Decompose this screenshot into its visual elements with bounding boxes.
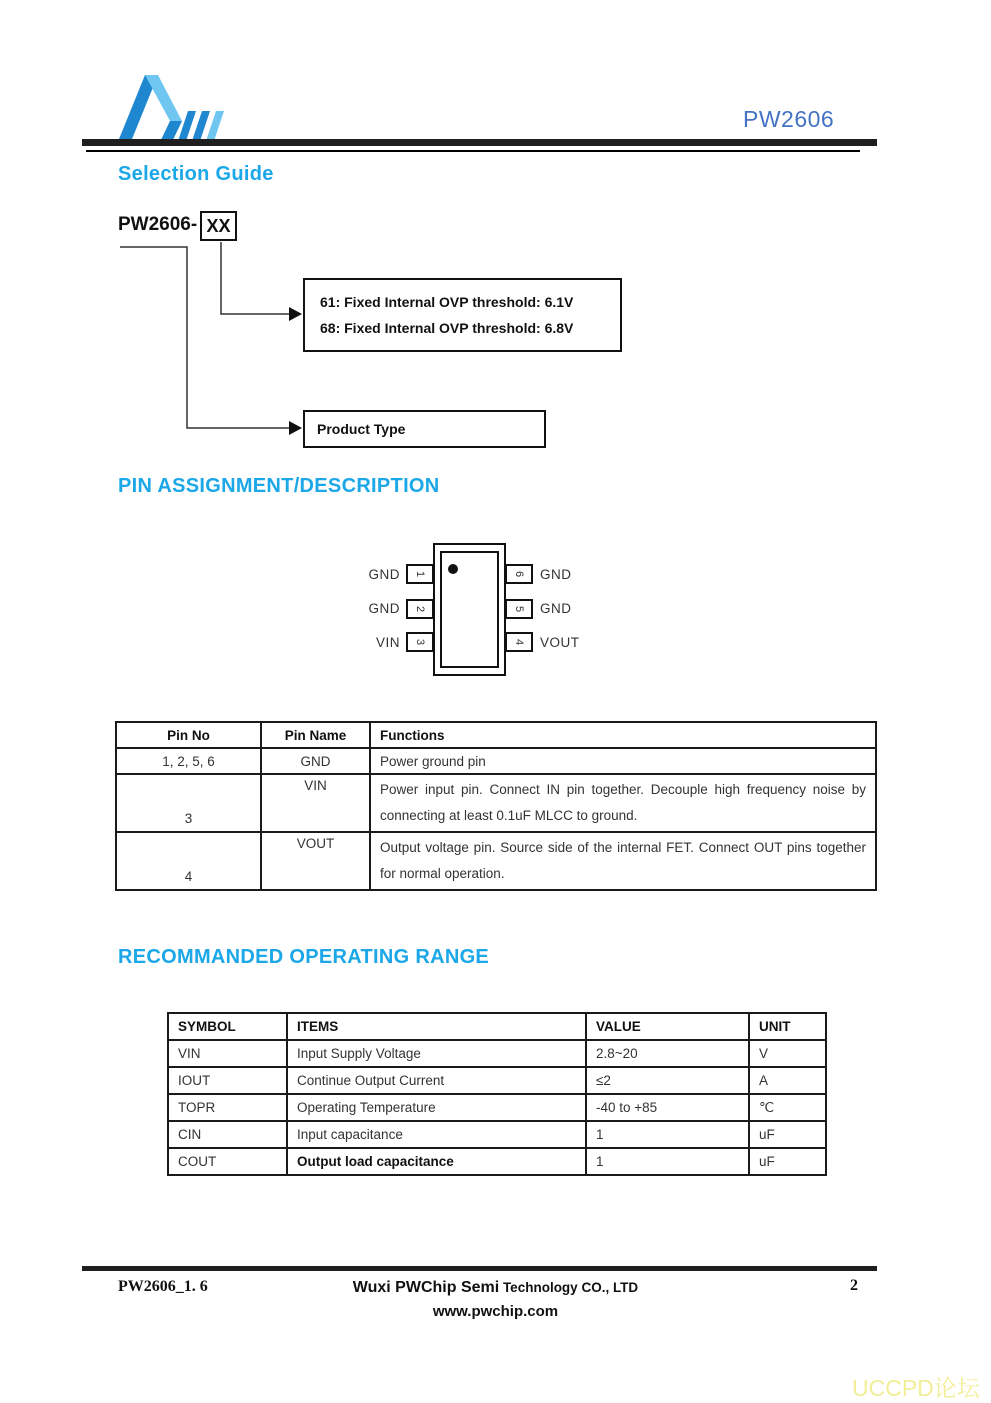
unit-cell: V: [749, 1040, 826, 1067]
items-cell: Continue Output Current: [287, 1067, 586, 1094]
pin-no-cell: 4: [116, 832, 261, 890]
part-code-box: XX: [200, 211, 237, 241]
op-table-header: UNIT: [749, 1013, 826, 1040]
ovp-options-box: [303, 278, 622, 352]
table-row: [168, 1067, 826, 1094]
unit-cell: A: [749, 1067, 826, 1094]
pin-name-cell: GND: [261, 748, 370, 774]
items-cell: Input Supply Voltage: [287, 1040, 586, 1067]
pin-table-header-row: [116, 722, 876, 748]
pin-label-vin: VIN: [375, 635, 400, 650]
items-cell: Input capacitance: [287, 1121, 586, 1148]
pin-table-header: Functions: [370, 722, 876, 748]
functions-cell: Power ground pin: [370, 748, 876, 774]
unit-cell: ℃: [749, 1094, 826, 1121]
pin-no-cell: 3: [116, 774, 261, 832]
functions-cell: Power input pin. Connect IN pin together. Decouple high frequency noise by connecting at least 0.1uF MLCC to ground.: [370, 774, 876, 832]
ovp-option-68: 68: Fixed Internal OVP threshold: 6.8V: [320, 320, 574, 336]
footer-rule: [82, 1266, 877, 1271]
footer-company-suffix: Technology CO., LTD: [499, 1280, 639, 1295]
pin-description-table: [115, 721, 877, 891]
pwchip-logo-icon: [115, 70, 227, 148]
pin-box-2: [406, 599, 434, 619]
header-rule-thin: [86, 150, 860, 152]
product-type-label: Product Type: [317, 421, 406, 437]
pin1-marker-dot: [448, 564, 458, 574]
pin-name-cell: VIN: [261, 774, 370, 832]
items-cell: Output load capacitance: [287, 1148, 586, 1175]
pin-box-3: [406, 632, 434, 652]
pin-number: 4: [513, 638, 525, 646]
pin-number: 3: [414, 638, 426, 646]
part-number-prefix: PW2606-: [118, 214, 198, 235]
table-row: [116, 774, 876, 832]
watermark-text: UCCPD论坛: [852, 1375, 980, 1401]
pin-label-gnd-2: GND: [368, 601, 400, 616]
pin-box-4: [505, 632, 533, 652]
op-table-header: VALUE: [586, 1013, 749, 1040]
items-cell: Operating Temperature: [287, 1094, 586, 1121]
pin-box-6: [505, 564, 533, 584]
table-row: [168, 1121, 826, 1148]
pin-table-header: Pin No: [116, 722, 261, 748]
pin-table-header: Pin Name: [261, 722, 370, 748]
operating-range-heading: RECOMMANDED OPERATING RANGE: [118, 946, 490, 968]
pin-label-gnd-1: GND: [368, 567, 400, 582]
pin-box-1: [406, 564, 434, 584]
footer-company: [0, 1279, 991, 1297]
pin-number: 2: [414, 605, 426, 613]
pin-number: 6: [513, 570, 525, 578]
symbol-cell: CIN: [168, 1121, 287, 1148]
product-type-box: [303, 410, 546, 448]
ovp-option-61: 61: Fixed Internal OVP threshold: 6.1V: [320, 294, 574, 310]
table-row: [116, 748, 876, 774]
op-table-header: ITEMS: [287, 1013, 586, 1040]
product-title: PW2606: [743, 106, 835, 132]
unit-cell: uF: [749, 1121, 826, 1148]
table-row: [168, 1094, 826, 1121]
footer-doc-id: PW2606_1. 6: [118, 1278, 208, 1295]
pin-label-gnd-5: GND: [540, 601, 572, 616]
header-rule-thick: [82, 139, 877, 146]
value-cell: 2.8~20: [586, 1040, 749, 1067]
table-row: [168, 1040, 826, 1067]
pin-box-5: [505, 599, 533, 619]
pin-label-vout: VOUT: [540, 635, 580, 650]
pin-name-cell: VOUT: [261, 832, 370, 890]
functions-cell: Output voltage pin. Source side of the internal FET. Connect OUT pins together for normal operation.: [370, 832, 876, 890]
symbol-cell: VIN: [168, 1040, 287, 1067]
footer-website: www.pwchip.com: [432, 1303, 559, 1320]
unit-cell: uF: [749, 1148, 826, 1175]
symbol-cell: COUT: [168, 1148, 287, 1175]
selection-guide-heading: Selection Guide: [118, 163, 274, 185]
value-cell: -40 to +85: [586, 1094, 749, 1121]
value-cell: ≤2: [586, 1067, 749, 1094]
page-number: 2: [850, 1277, 858, 1294]
table-row: [116, 832, 876, 890]
table-row: [168, 1148, 826, 1175]
value-cell: 1: [586, 1148, 749, 1175]
symbol-cell: IOUT: [168, 1067, 287, 1094]
pin-assignment-heading: PIN ASSIGNMENT/DESCRIPTION: [118, 475, 440, 497]
pin-no-cell: 1, 2, 5, 6: [116, 748, 261, 774]
pin-number: 5: [513, 605, 525, 613]
operating-range-table: [167, 1012, 827, 1176]
pin-label-gnd-6: GND: [540, 567, 572, 582]
symbol-cell: TOPR: [168, 1094, 287, 1121]
footer-company-name: Wuxi PWChip Semi: [352, 1279, 500, 1296]
pin-number: 1: [414, 570, 426, 578]
value-cell: 1: [586, 1121, 749, 1148]
op-table-header: SYMBOL: [168, 1013, 287, 1040]
op-table-header-row: [168, 1013, 826, 1040]
